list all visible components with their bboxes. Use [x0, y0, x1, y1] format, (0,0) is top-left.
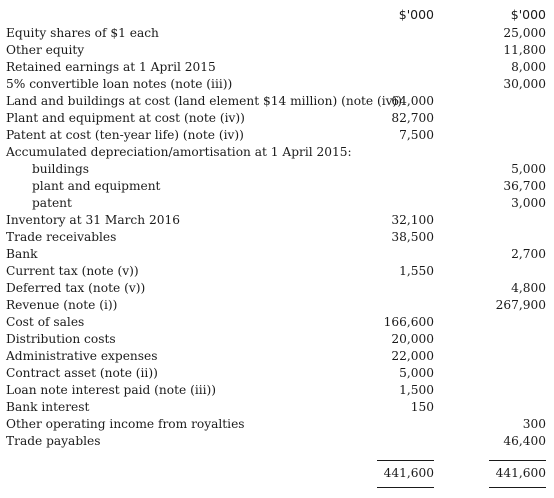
table-row	[6, 433, 554, 450]
total-rule-bottom-credit	[489, 487, 546, 488]
table-row	[6, 365, 554, 382]
row-label: Current tax (note (v))	[6, 264, 139, 278]
total-debit: 441,600	[383, 466, 434, 480]
table-row	[6, 195, 554, 212]
row-credit-value: 36,700	[503, 179, 546, 193]
table-row	[6, 229, 554, 246]
total-credit: 441,600	[495, 466, 546, 480]
row-credit-value: 300	[522, 417, 546, 431]
row-label: Distribution costs	[6, 332, 116, 346]
row-credit-value: 5,000	[511, 162, 546, 176]
row-debit-value: 20,000	[391, 332, 434, 346]
row-label: Other equity	[6, 43, 85, 57]
row-label: Inventory at 31 March 2016	[6, 213, 180, 227]
row-debit-value: 7,500	[399, 128, 434, 142]
table-row	[6, 76, 554, 93]
row-debit-value: 82,700	[391, 111, 434, 125]
total-rule-top-debit	[377, 460, 434, 461]
row-label: Loan note interest paid (note (iii))	[6, 383, 217, 397]
row-label: Bank	[6, 247, 38, 261]
row-label: Accumulated depreciation/amortisation at 1 April 2015:	[6, 145, 352, 159]
row-debit-value: 166,600	[383, 315, 434, 329]
row-debit-value: 150	[410, 400, 434, 414]
table-row	[6, 382, 554, 399]
row-credit-value: 267,900	[495, 298, 546, 312]
row-label: Bank interest	[6, 400, 90, 414]
table-row	[6, 280, 554, 297]
row-debit-value: 22,000	[391, 349, 434, 363]
total-rule-bottom-debit	[377, 487, 434, 488]
table-row	[6, 110, 554, 127]
row-label: Other operating income from royalties	[6, 417, 245, 431]
row-label: Trade receivables	[6, 230, 117, 244]
row-debit-value: 1,550	[399, 264, 434, 278]
row-label: buildings	[32, 162, 90, 176]
table-row	[6, 59, 554, 76]
row-debit-value: 1,500	[399, 383, 434, 397]
table-row	[6, 212, 554, 229]
row-credit-value: 30,000	[503, 77, 546, 91]
trial-balance-rows	[6, 25, 554, 450]
row-label: Deferred tax (note (v))	[6, 281, 146, 295]
row-debit-value: 38,500	[391, 230, 434, 244]
table-row	[6, 42, 554, 59]
row-debit-value: 5,000	[399, 366, 434, 380]
table-row	[6, 161, 554, 178]
row-label: Administrative expenses	[6, 349, 158, 363]
row-debit-value: 32,100	[391, 213, 434, 227]
row-label: patent	[32, 196, 72, 210]
column-header-debit: $'000	[398, 7, 434, 22]
column-header-credit: $'000	[510, 7, 546, 22]
row-credit-value: 2,700	[511, 247, 546, 261]
row-label: Land and buildings at cost (land element $14 million) (note (iv))	[6, 94, 403, 108]
row-label: Patent at cost (ten-year life) (note (iv))	[6, 128, 244, 142]
row-label: Equity shares of $1 each	[6, 26, 159, 40]
row-debit-value: 64,000	[391, 94, 434, 108]
table-row	[6, 314, 554, 331]
table-row	[6, 144, 554, 161]
row-credit-value: 46,400	[503, 434, 546, 448]
total-rule-top-credit	[489, 460, 546, 461]
table-row	[6, 25, 554, 42]
row-label: Plant and equipment at cost (note (iv))	[6, 111, 245, 125]
table-row	[6, 399, 554, 416]
table-row	[6, 297, 554, 314]
table-row	[6, 93, 554, 110]
row-label: plant and equipment	[32, 179, 161, 193]
table-row	[6, 348, 554, 365]
table-row	[6, 127, 554, 144]
row-label: Cost of sales	[6, 315, 85, 329]
table-row	[6, 331, 554, 348]
row-label: Trade payables	[6, 434, 101, 448]
row-credit-value: 4,800	[511, 281, 546, 295]
table-row	[6, 263, 554, 280]
row-credit-value: 25,000	[503, 26, 546, 40]
row-label: Revenue (note (i))	[6, 298, 118, 312]
row-label: Contract asset (note (ii))	[6, 366, 158, 380]
table-row	[6, 246, 554, 263]
table-row	[6, 416, 554, 433]
row-credit-value: 3,000	[511, 196, 546, 210]
row-credit-value: 8,000	[511, 60, 546, 74]
row-label: Retained earnings at 1 April 2015	[6, 60, 216, 74]
row-credit-value: 11,800	[503, 43, 546, 57]
table-row	[6, 178, 554, 195]
row-label: 5% convertible loan notes (note (iii))	[6, 77, 233, 91]
